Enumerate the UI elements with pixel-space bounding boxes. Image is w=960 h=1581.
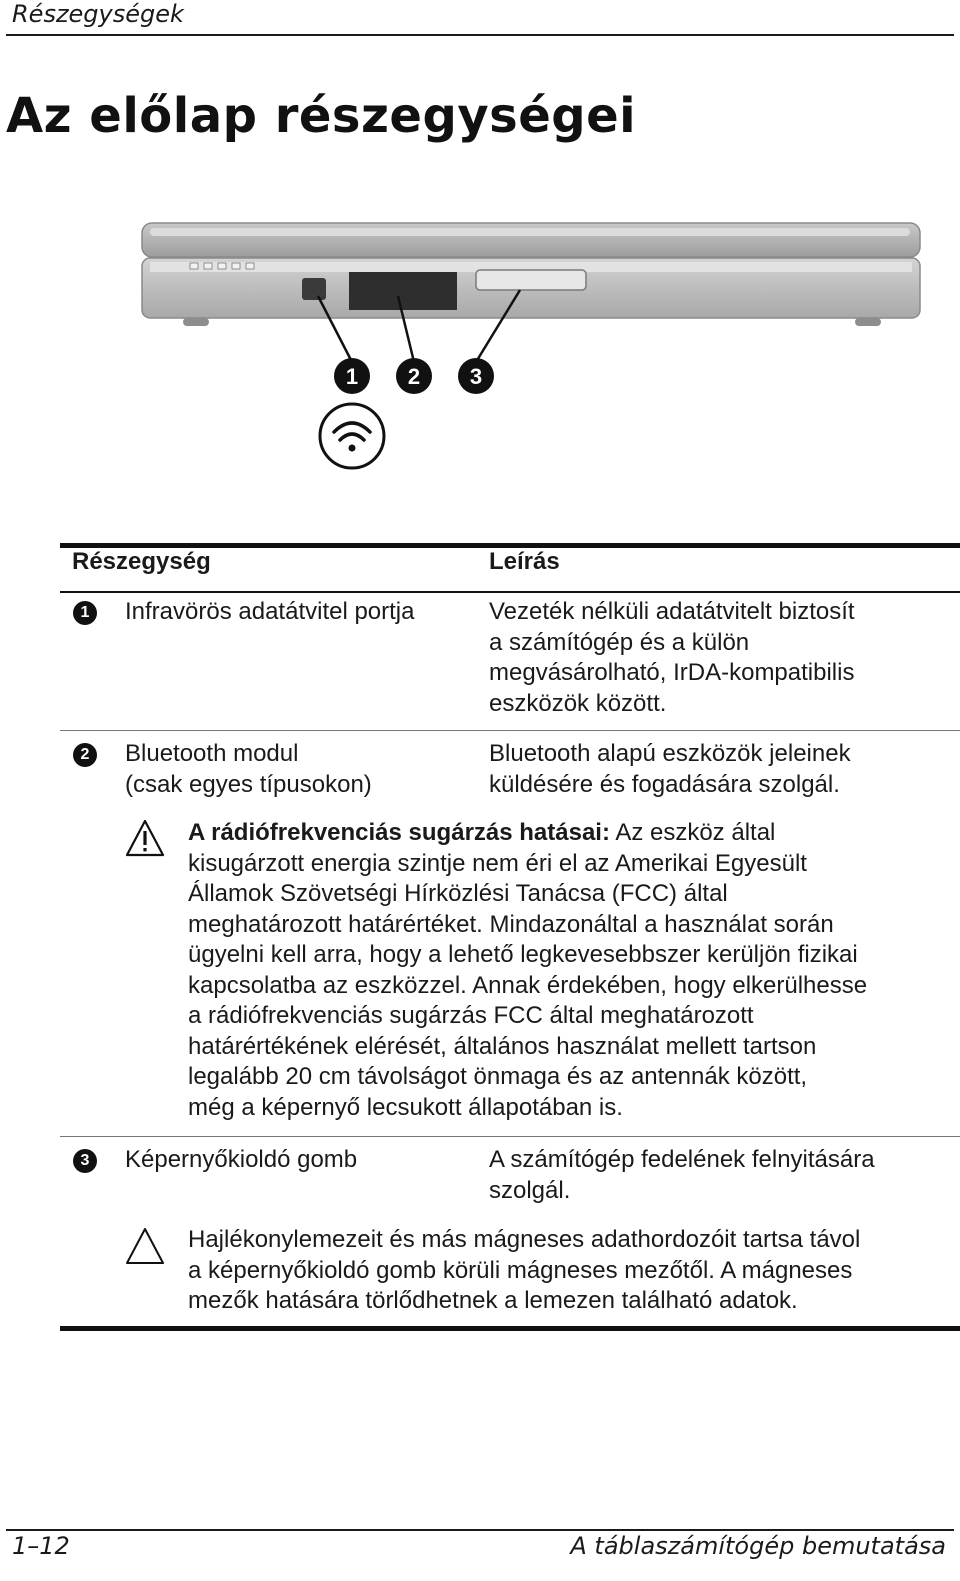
table-bottom-rule (60, 1326, 960, 1331)
svg-text:2: 2 (407, 364, 421, 389)
page-number: 1–12 (12, 1532, 70, 1560)
row-divider (60, 1136, 960, 1137)
description-bluetooth-module: Bluetooth alapú eszközök jeleinek küldésére és fogadására szolgál. (489, 740, 851, 798)
right-foot (855, 318, 881, 326)
footer-title: A táblaszámítógép bemutatása (570, 1532, 946, 1560)
wireless-icon (320, 404, 384, 468)
header-rule (6, 34, 954, 36)
warning-text: A rádiófrekvenciás sugárzás hatásai: Az eszköz által kisugárzott energia szintje nem éri el az Amerikai Egyesült Államok Szövetségi Hírközlési Tanácsa (FCC) által meghatározott határértéket. Mindazonáltal a használat során ügyelni kell arra, hogy a lehető legkevesebbszer kerüljön fizikai kapcsolatba az eszközzel. Annak érdekében, hogy elkerülhesse a rádiófrekvenciás sugárzás FCC által meghatározott határértékének elérését, általános használat mellett tartson legalább 20 cm távolságot önmaga és az antennák között, még a képernyő lecsukott állapotában is. (188, 819, 868, 1121)
description-infrared-port: Vezeték nélküli adatátvitelt biztosít a számítógép és a külön megvásárolható, IrDA-kompatibilis eszközök között. (489, 598, 855, 717)
column-header-description: Leírás (489, 548, 560, 575)
description-display-release-button: A számítógép fedelének felnyitására szolgál. (489, 1146, 875, 1204)
callout-2 (396, 358, 432, 394)
callout-3 (458, 358, 494, 394)
running-header: Részegységek (12, 0, 184, 28)
svg-text:1: 1 (345, 364, 359, 389)
row-number-1: 1 (73, 601, 97, 625)
table-header-rule (60, 591, 960, 593)
footer-rule (6, 1529, 954, 1531)
laptop-lid (142, 223, 920, 257)
infrared-port (302, 278, 326, 300)
bluetooth-module (349, 272, 457, 310)
component-bluetooth-module: Bluetooth modul (csak egyes típusokon) (125, 740, 372, 798)
laptop-front-illustration (0, 200, 960, 500)
svg-text:3: 3 (469, 364, 483, 389)
row-divider (60, 730, 960, 731)
column-header-component: Részegység (72, 548, 211, 575)
display-release-button (476, 270, 586, 290)
row-number-3: 3 (73, 1149, 97, 1173)
caution-icon (124, 1226, 166, 1266)
warning-heading: A rádiófrekvenciás sugárzás hatásai: (188, 819, 610, 846)
component-infrared-port: Infravörös adatátvitel portja (125, 598, 415, 625)
warning-icon (124, 818, 166, 858)
caution-text: Hajlékonylemezeit és más mágneses adathordozóit tartsa távol a képernyőkioldó gomb körüli mágneses mezőtől. A mágneses mezők hatására törlődhetnek a lemezen található adatok. (188, 1226, 861, 1314)
callout-1 (334, 358, 370, 394)
page-title: Az előlap részegységei (6, 88, 637, 144)
component-display-release-button: Képernyőkioldó gomb (125, 1146, 358, 1173)
row-number-2: 2 (73, 743, 97, 767)
left-foot (183, 318, 209, 326)
